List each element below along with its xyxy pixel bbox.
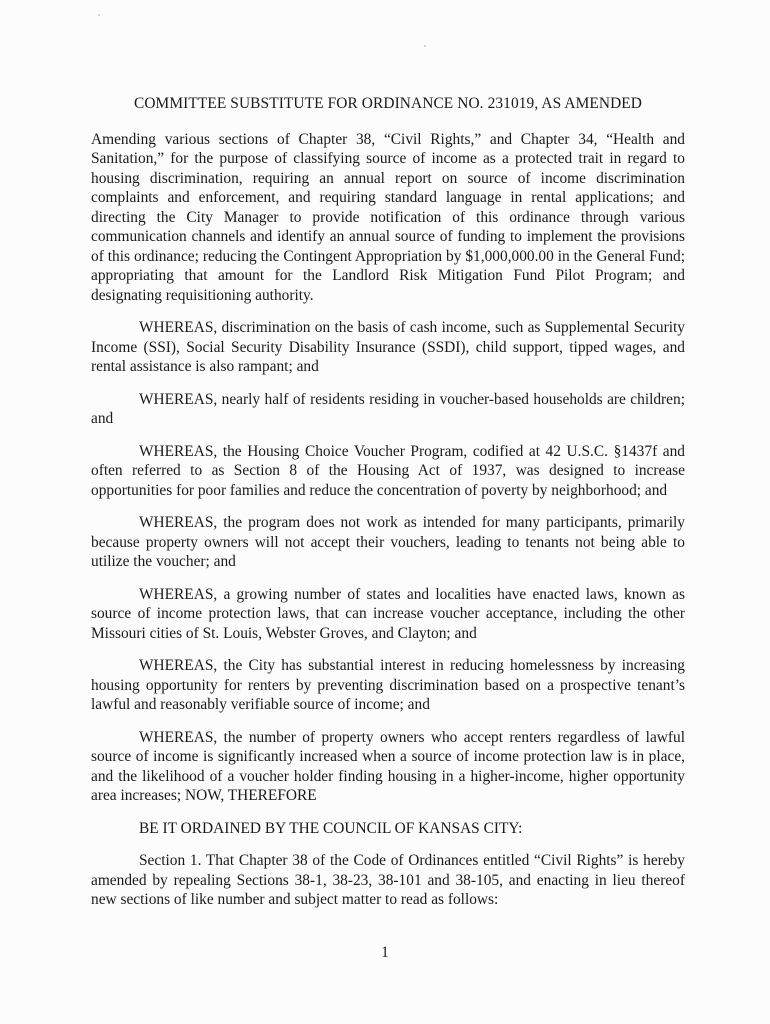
- whereas-clause: WHEREAS, a growing number of states and localities have enacted laws, known as source of income protection laws, that can increase voucher acceptance, including the other Missouri cities of St. Louis, Webster Groves, and Clayton; and: [91, 585, 685, 642]
- ordinance-title: COMMITTEE SUBSTITUTE FOR ORDINANCE NO. 231019, AS AMENDED: [133, 95, 643, 112]
- whereas-clause: WHEREAS, the City has substantial interest in reducing homelessness by increasing housing opportunity for renters by preventing discrimination based on a prospective tenant’s lawful and reasonably verifiable source of income; and: [91, 657, 685, 713]
- scan-speck: [98, 14, 100, 16]
- section-1-text: Section 1. That Chapter 38 of the Code of Ordinances entitled “Civil Rights” is hereby amended by repealing Sections 38-1, 38-23, 38-101 and 38-105, and enacting in lieu thereof new sections of like number and subject matter to read as follows:: [91, 852, 685, 908]
- whereas-clause: WHEREAS, the program does not work as intended for many participants, primarily because property owners will not accept their vouchers, leading to tenants not being able to utilize the voucher; and: [91, 514, 685, 570]
- document-body: [91, 94, 685, 910]
- whereas-clause: WHEREAS, the Housing Choice Voucher Program, codified at 42 U.S.C. §1437f and often referred to as Section 8 of the Housing Act of 1937, was designed to increase opportunities for poor families and reduce the concentration of poverty by neighborhood; and: [91, 442, 685, 499]
- scan-speck: [424, 45, 426, 47]
- whereas-clause: WHEREAS, nearly half of residents residing in voucher-based households are children; and: [91, 390, 685, 427]
- enacting-clause: BE IT ORDAINED BY THE COUNCIL OF KANSAS CITY:: [139, 819, 523, 837]
- ordinance-preamble: Amending various sections of Chapter 38, “Civil Rights,” and Chapter 34, “Health and Sanitation,” for the purpose of classifying source of income as a protected trait in regard to housing discrimination, requiring an annual report on source of income discrimination complaints and enforcement, and requiring standard language in rental applications; and directing the City Manager to provide notification of this ordinance through various communication channels and identify an annual source of funding to implement the provisions of this ordinance; reducing the Contingent Appropriation by $1,000,000.00 in the General Fund; appropriating that amount for the Landlord Risk Mitigation Fund Pilot Program; and designating requisitioning authority.: [91, 130, 685, 304]
- whereas-clause: WHEREAS, the number of property owners who accept renters regardless of lawful source of income is significantly increased when a source of income protection law is in place, and the likelihood of a voucher holder finding housing in a higher-income, higher opportunity area increases; NOW, THEREFORE: [91, 728, 685, 804]
- page-number: 1: [381, 944, 389, 961]
- whereas-clause: WHEREAS, discrimination on the basis of cash income, such as Supplemental Security Income (SSI), Social Security Disability Insurance (SSDI), child support, tipped wages, and rental assistance is also rampant; and: [91, 319, 685, 375]
